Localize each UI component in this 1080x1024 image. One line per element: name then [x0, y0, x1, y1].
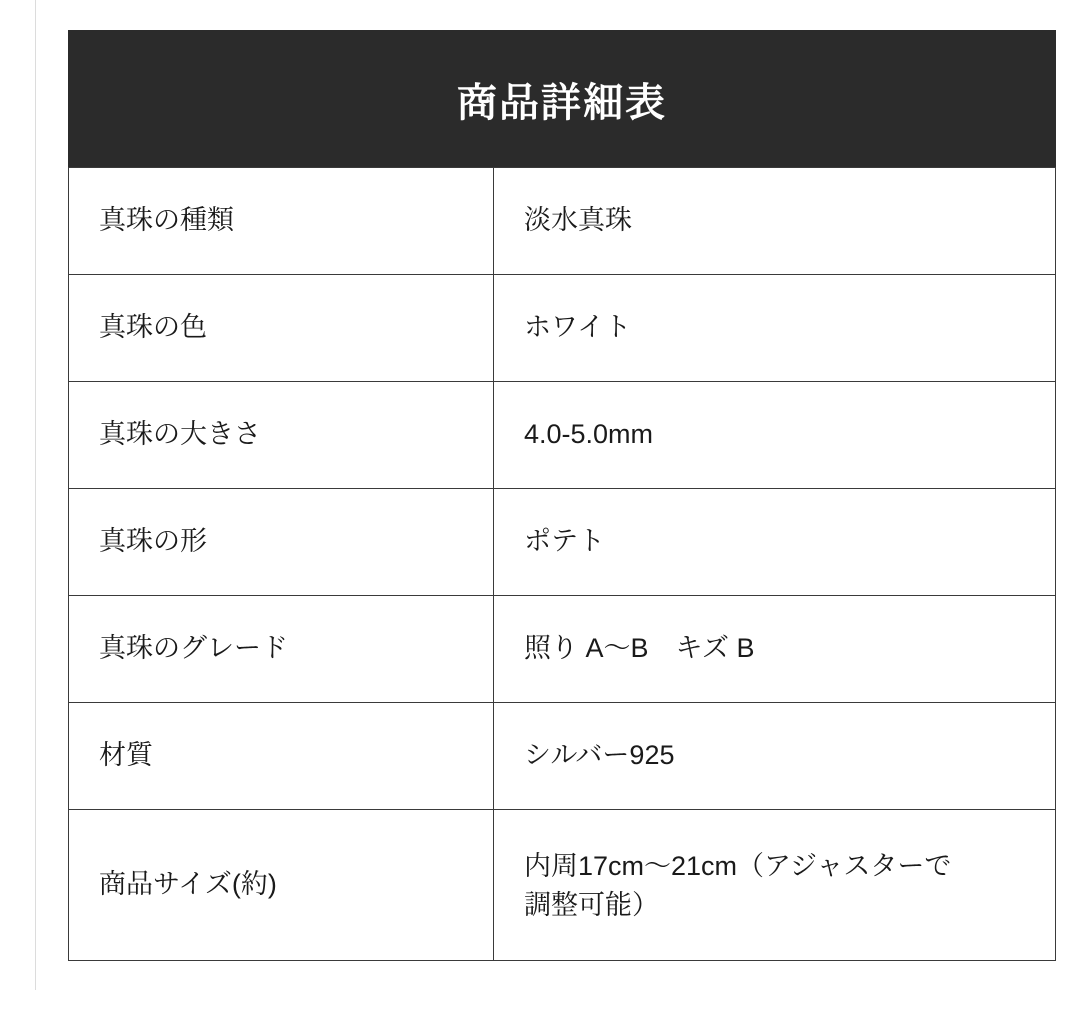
value-line: 照り A〜B キズ B	[524, 633, 755, 664]
product-detail-table	[68, 30, 1056, 961]
row-label-product-size: 商品サイズ(約)	[69, 810, 494, 961]
row-value-pearl-grade	[494, 596, 1056, 703]
value-line: ポテト	[524, 526, 605, 557]
table-row	[69, 810, 1056, 961]
value-line: ホワイト	[524, 312, 632, 343]
row-value-pearl-color	[494, 275, 1056, 382]
row-value-material	[494, 703, 1056, 810]
value-line: 内周17cm〜21cm（アジャスターで	[524, 850, 952, 881]
value-line: 調整可能）	[524, 890, 659, 920]
page-left-gutter-end	[0, 990, 36, 1024]
value-line: 淡水真珠	[524, 205, 632, 236]
row-label-pearl-type: 真珠の種類	[69, 168, 494, 275]
value-line: 4.0-5.0mm	[524, 419, 654, 450]
row-value-product-size	[494, 810, 1056, 961]
value-line: シルバー925	[524, 740, 675, 771]
row-value-pearl-size	[494, 382, 1056, 489]
table-title: 商品詳細表	[68, 30, 1056, 167]
table-row	[69, 168, 1056, 275]
row-label-material: 材質	[69, 703, 494, 810]
row-label-pearl-size: 真珠の大きさ	[69, 382, 494, 489]
table-row	[69, 489, 1056, 596]
row-label-pearl-color: 真珠の色	[69, 275, 494, 382]
table-row	[69, 596, 1056, 703]
table-body	[69, 168, 1056, 961]
row-label-pearl-grade: 真珠のグレード	[69, 596, 494, 703]
row-value-pearl-shape	[494, 489, 1056, 596]
row-label-pearl-shape: 真珠の形	[69, 489, 494, 596]
table-row	[69, 382, 1056, 489]
table-row	[69, 275, 1056, 382]
page-left-gutter	[0, 0, 36, 1024]
row-value-pearl-type	[494, 168, 1056, 275]
table-row	[69, 703, 1056, 810]
product-detail-section	[68, 30, 1056, 961]
